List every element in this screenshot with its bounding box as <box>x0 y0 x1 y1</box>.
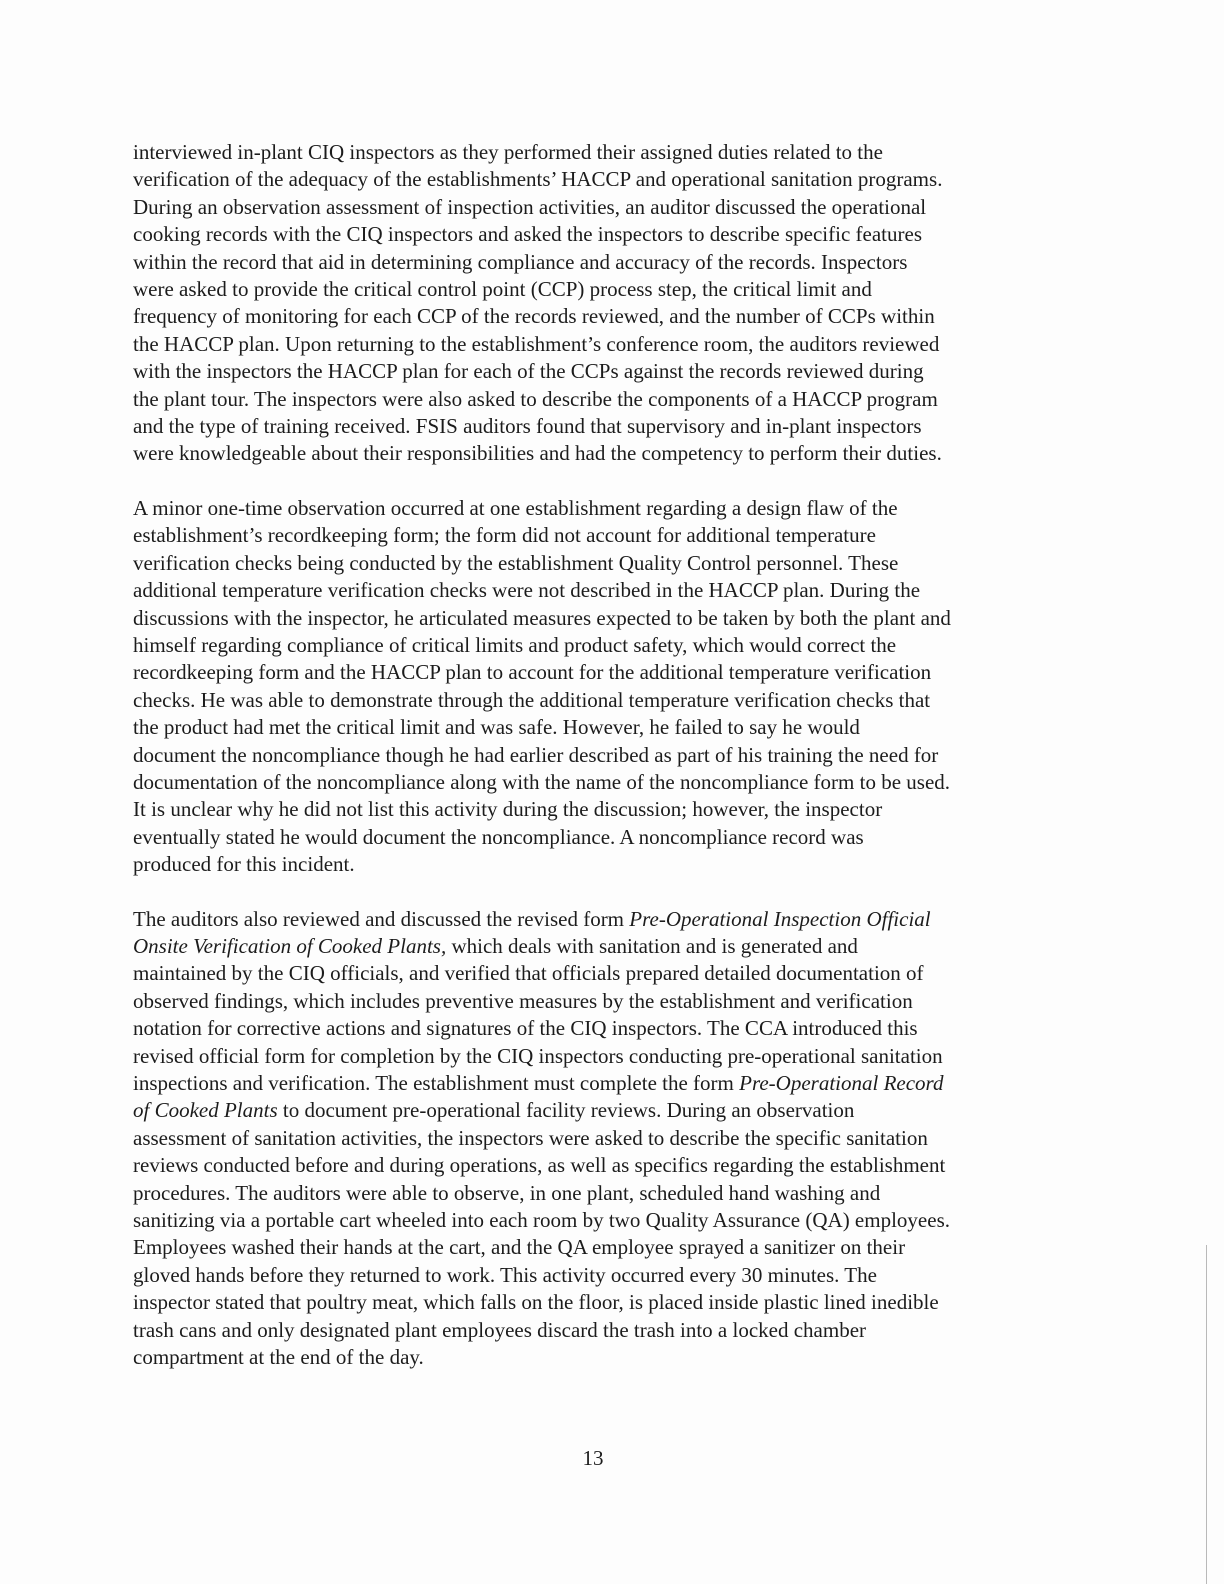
text-segment: verification checks being conducted by the establishment Quality Control personnel. These <box>133 550 899 575</box>
text-line <box>133 960 1068 987</box>
paragraph-2 <box>133 495 1068 879</box>
text-segment: trash cans and only designated plant employees discard the trash into a locked chamber <box>133 1317 867 1342</box>
text-line <box>133 769 1068 796</box>
italic-form-title: Pre-Operational Record <box>739 1071 944 1095</box>
text-line <box>133 714 1068 741</box>
italic-form-title: Pre-Operational Inspection Official <box>629 906 931 931</box>
text-segment: The auditors also reviewed and discussed the revised form <box>133 906 630 931</box>
text-line <box>133 276 1068 303</box>
text-segment: to document pre-operational facility reviews. During an observation <box>277 1098 855 1123</box>
text-segment: were asked to provide the critical control point (CCP) process step, the critical limit and <box>133 277 872 302</box>
text-segment: himself regarding compliance of critical limits and product safety, which would correct the <box>133 632 897 657</box>
text-line <box>133 988 1068 1015</box>
text-line <box>133 605 1068 632</box>
text-segment: Employees washed their hands at the cart, and the QA employee sprayed a sanitizer on their <box>133 1235 906 1260</box>
text-line <box>133 139 1068 166</box>
text-line <box>133 577 1068 604</box>
text-line <box>133 1097 1068 1124</box>
text-line <box>133 1234 1068 1261</box>
text-segment: verification of the adequacy of the establishments’ HACCP and operational sanitation programs. <box>133 167 943 192</box>
text-segment: frequency of monitoring for each CCP of the records reviewed, and the number of CCPs within <box>133 304 935 329</box>
text-line <box>133 1289 1068 1316</box>
text-segment: the plant tour. The inspectors were also asked to describe the components of a HACCP program <box>133 386 938 411</box>
text-line <box>133 796 1068 823</box>
text-line <box>133 933 1068 960</box>
text-line <box>133 440 1068 467</box>
text-line <box>133 1262 1068 1289</box>
text-line <box>133 413 1068 440</box>
text-line <box>133 1344 1068 1371</box>
text-segment: produced for this incident. <box>133 852 355 877</box>
text-segment: recordkeeping form and the HACCP plan to account for the additional temperature verification <box>133 660 932 685</box>
text-line <box>133 1152 1068 1179</box>
text-line <box>133 659 1068 686</box>
body-text <box>133 139 1068 1398</box>
text-segment: document the noncompliance though he had earlier described as part of his training the need for <box>133 742 939 767</box>
text-line <box>133 851 1068 878</box>
text-segment: within the record that aid in determining compliance and accuracy of the records. Inspectors <box>133 249 908 274</box>
text-segment: A minor one-time observation occurred at one establishment regarding a design flaw of the <box>133 495 898 520</box>
italic-form-title: Onsite Verification of Cooked Plants, <box>133 933 447 958</box>
text-segment: and the type of training received. FSIS auditors found that supervisory and in-plant inspectors <box>133 414 922 439</box>
text-line <box>133 303 1068 330</box>
text-segment: sanitizing via a portable cart wheeled into each room by two Quality Assurance (QA) employees. <box>133 1208 950 1233</box>
text-segment: cooking records with the CIQ inspectors and asked the inspectors to describe specific features <box>133 222 922 247</box>
text-line <box>133 1180 1068 1207</box>
text-line <box>133 687 1068 714</box>
text-line <box>133 522 1068 549</box>
text-segment: procedures. The auditors were able to observe, in one plant, scheduled hand washing and <box>133 1180 881 1205</box>
text-line <box>133 1207 1068 1234</box>
text-segment: with the inspectors the HACCP plan for each of the CCPs against the records reviewed during <box>133 359 924 384</box>
text-line <box>133 632 1068 659</box>
text-segment: maintained by the CIQ officials, and verified that officials prepared detailed documentation of <box>133 961 924 986</box>
text-segment: revised official form for completion by the CIQ inspectors conducting pre-operational sanitation <box>133 1043 943 1068</box>
text-line <box>133 550 1068 577</box>
text-segment: additional temperature verification checks were not described in the HACCP plan. During the <box>133 578 921 603</box>
text-segment: It is unclear why he did not list this activity during the discussion; however, the inspector <box>133 797 883 822</box>
text-segment: inspections and verification. The establishment must complete the form <box>133 1071 740 1095</box>
text-segment: which deals with sanitation and is generated and <box>446 933 858 958</box>
text-line <box>133 1125 1068 1152</box>
text-segment: reviews conducted before and during operations, as well as specifics regarding the establishment <box>133 1153 946 1178</box>
text-line <box>133 221 1068 248</box>
text-line <box>133 742 1068 769</box>
text-line <box>133 824 1068 851</box>
text-segment: notation for corrective actions and signatures of the CIQ inspectors. The CCA introduced this <box>133 1016 918 1041</box>
text-line <box>133 1043 1068 1070</box>
scan-edge-line <box>1206 1245 1207 1584</box>
text-segment: the product had met the critical limit and was safe. However, he failed to say he would <box>133 715 860 740</box>
text-segment: were knowledgeable about their responsibilities and had the competency to perform their duties. <box>133 441 942 466</box>
text-line <box>133 1015 1068 1042</box>
text-segment: establishment’s recordkeeping form; the form did not account for additional temperature <box>133 523 876 548</box>
text-line <box>133 331 1068 358</box>
text-line <box>133 194 1068 221</box>
text-line <box>133 249 1068 276</box>
paragraph-1 <box>133 139 1068 468</box>
text-segment: During an observation assessment of inspection activities, an auditor discussed the operational <box>133 194 927 219</box>
text-segment: the HACCP plan. Upon returning to the establishment’s conference room, the auditors reviewed <box>133 331 940 356</box>
text-segment: gloved hands before they returned to work. This activity occurred every 30 minutes. The <box>133 1262 877 1287</box>
text-line <box>133 386 1068 413</box>
text-line <box>133 906 1068 933</box>
text-segment: discussions with the inspector, he articulated measures expected to be taken by both the plant and <box>133 605 951 630</box>
text-line <box>133 1070 1068 1097</box>
text-segment: interviewed in-plant CIQ inspectors as they performed their assigned duties related to the <box>133 140 883 164</box>
text-segment: observed findings, which includes preventive measures by the establishment and verification <box>133 988 913 1013</box>
text-segment: assessment of sanitation activities, the inspectors were asked to describe the specific sanitation <box>133 1125 928 1150</box>
text-segment: checks. He was able to demonstrate through the additional temperature verification checks that <box>133 687 931 712</box>
text-segment: eventually stated he would document the noncompliance. A noncompliance record was <box>133 824 864 849</box>
text-line <box>133 495 1068 522</box>
page-number: 13 <box>582 1446 604 1470</box>
paragraph-3 <box>133 906 1068 1372</box>
text-line <box>133 166 1068 193</box>
text-line <box>133 1317 1068 1344</box>
text-segment: compartment at the end of the day. <box>133 1345 424 1370</box>
text-segment: documentation of the noncompliance along with the name of the noncompliance form to be used. <box>133 769 951 794</box>
text-line <box>133 358 1068 385</box>
text-segment: inspector stated that poultry meat, which falls on the floor, is placed inside plastic lined inedible <box>133 1290 939 1315</box>
italic-form-title: of Cooked Plants <box>133 1098 278 1123</box>
